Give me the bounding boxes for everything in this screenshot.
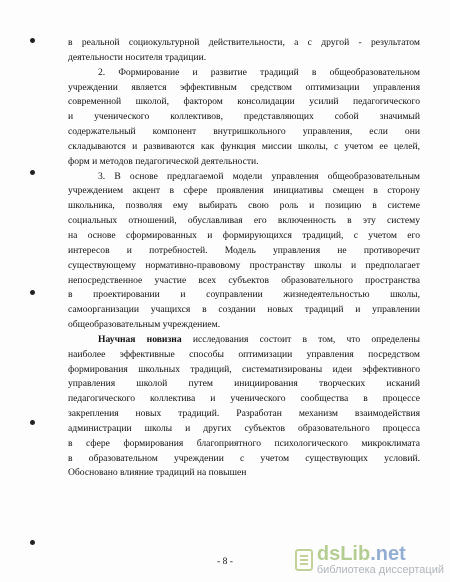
watermark-logo (317, 544, 444, 576)
text-line: содержательный компонент внутришкольного управления, если они (68, 126, 420, 138)
page-number: - 8 - (217, 556, 233, 567)
novelty-heading: Научная новизна (98, 333, 182, 345)
text-line: педагогического коллектива и ученического сообщества в процессе (68, 393, 420, 405)
binder-hole (30, 38, 35, 43)
text-line: самоорганизации учащихся в создании новых традиций и управлении (68, 304, 420, 316)
text-line: на основе сформированных и формирующихся традиций, с учетом его (68, 229, 420, 241)
text-line: наиболее эффективные способы оптимизации управления посредством (68, 348, 420, 360)
binder-hole (30, 290, 35, 295)
book-icon (295, 549, 313, 571)
text-line: общеобразовательным учреждением. (68, 319, 221, 331)
text-line: социальных отношений, обуславливая его включенность в эту систему (68, 215, 420, 227)
text-line: непосредственное участие всех субъектов образовательного пространства (68, 274, 420, 286)
watermark-brand-left: dsLib (316, 543, 371, 565)
text-line: интересов и потребностей. Модель управления не противоречит (68, 244, 420, 256)
document-body (68, 36, 420, 481)
binder-hole (30, 170, 35, 175)
watermark-brand (317, 544, 444, 564)
text-line: управления школой путем инициирования творческих исканий (68, 378, 420, 390)
text-line: школьника, позволяя ему выбирать свою роль и позицию в системе (68, 200, 420, 212)
text-line: в сфере формирования благоприятного психологического микроклимата (68, 437, 420, 449)
text-line: складываются и развиваются как функция миссии школы, с учетом ее целей, (68, 140, 420, 152)
watermark (295, 544, 444, 576)
text-line: в образовательном учреждении с учетом существующих условий. (68, 452, 420, 464)
binder-hole (30, 420, 35, 425)
text-line: в проектировании и соуправлении жизнедеятельностью школы, (68, 289, 420, 301)
text-line: исследования состоит в том, что определены (192, 333, 420, 345)
text-line: и ученического коллективов, представляющих собой значимый (68, 111, 420, 123)
watermark-brand-right: .net (370, 543, 406, 565)
binder-hole (30, 540, 35, 545)
text-line: администрации школы и других субъектов образовательного процесса (68, 422, 420, 434)
text-line: форм и методов педагогической деятельности. (68, 155, 259, 167)
watermark-subtitle: библиотека диссертаций (316, 564, 444, 576)
text-line: современной школой, фактором консолидации усилий педагогического (68, 96, 420, 108)
text-line: закрепления новых традиций. Разработан механизм взаимодействия (68, 408, 420, 420)
text-line: деятельности носителя традиции. (68, 51, 207, 63)
text-line: учреждении является эффективным средством оптимизации управления (68, 81, 420, 93)
text-line: учреждением акцент в сфере проявления инициативы смещен в сторону (68, 185, 420, 197)
text-line: 2. Формирование и развитие традиций в общеобразовательном (98, 66, 420, 78)
text-line: существующему нормативно-правовому пространству школы и предполагает (68, 259, 420, 271)
text-line: Обосновано влияние традиций на повышен (68, 467, 247, 479)
text-line: формирования школьных традиций, систематизированы идеи эффективного (68, 363, 420, 375)
text-line: в реальной социокультурной действительности, а с другой - результатом (68, 37, 420, 48)
novelty-line (68, 333, 420, 348)
text-line: 3. В основе предлагаемой модели управления общеобразовательным (98, 170, 420, 182)
